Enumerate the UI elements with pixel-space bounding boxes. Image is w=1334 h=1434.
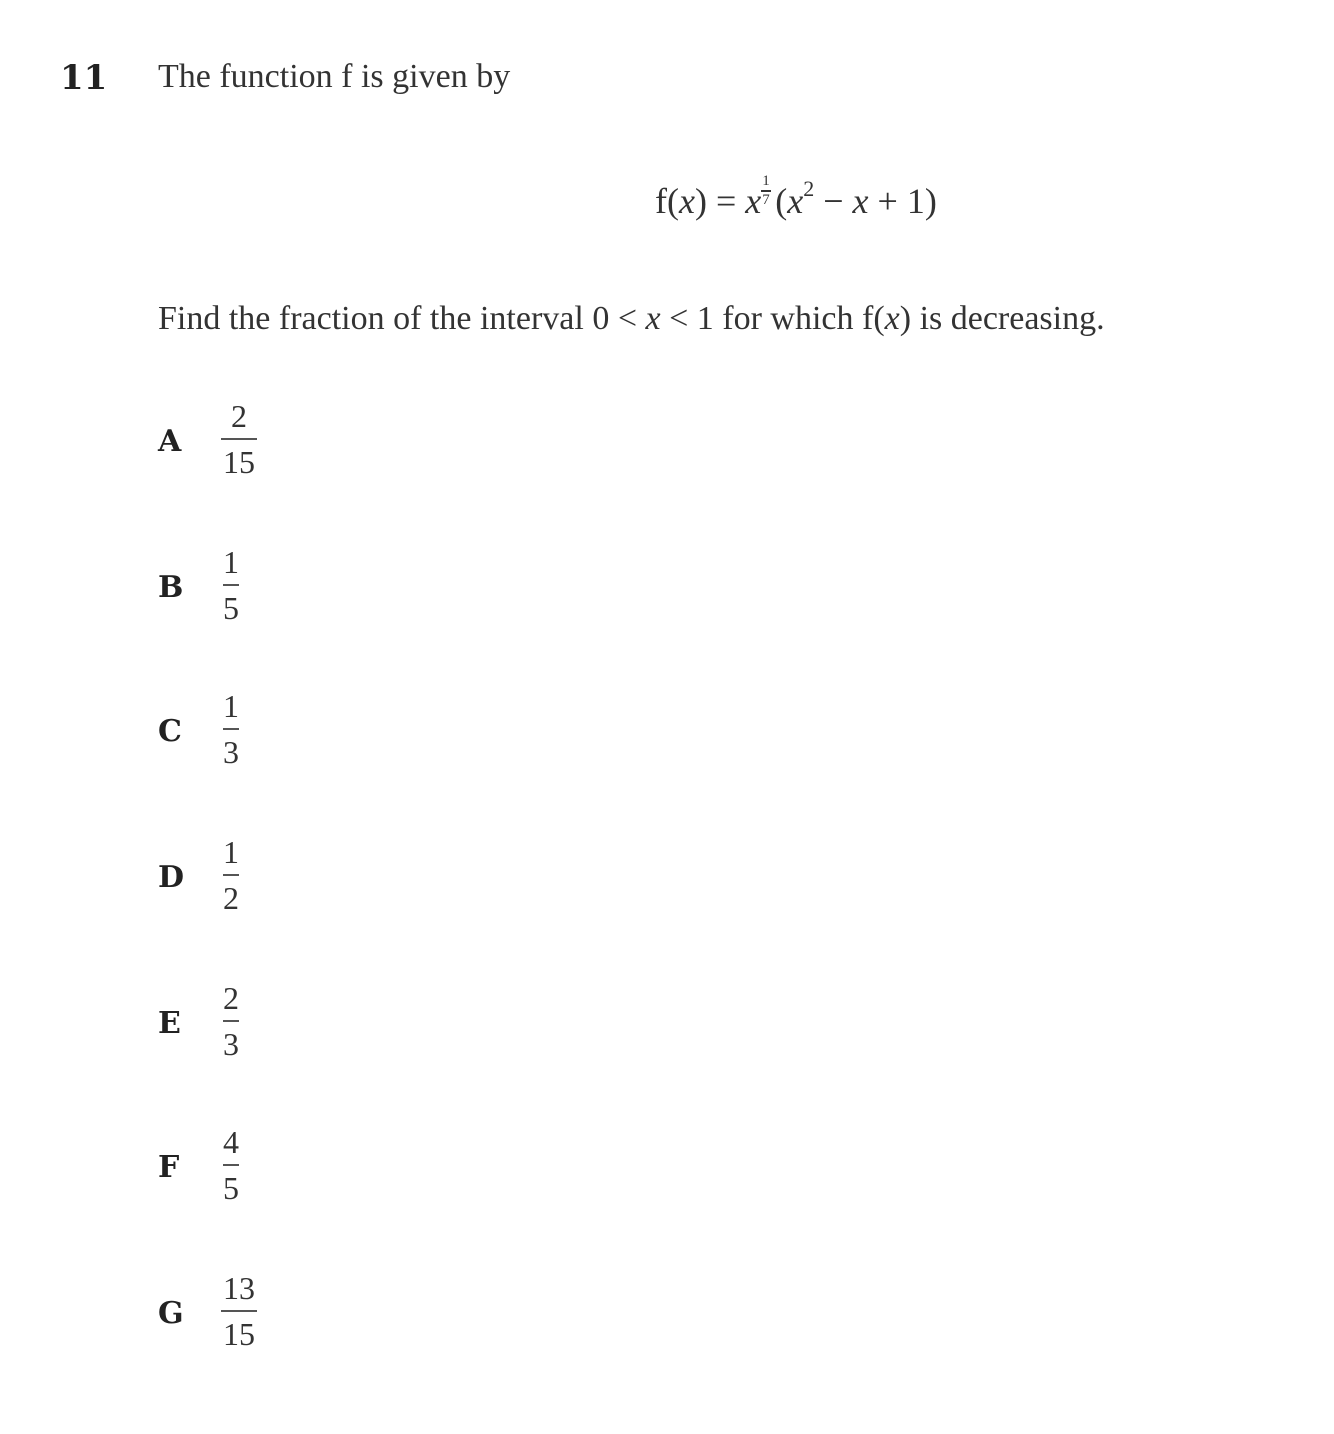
- option-letter: D: [158, 860, 185, 895]
- fraction-numerator: 1: [223, 834, 239, 870]
- fraction-numerator: 2: [231, 398, 247, 434]
- fraction-denominator: 5: [223, 1170, 239, 1206]
- fraction-numerator: 1: [223, 688, 239, 724]
- option-e[interactable]: [155, 980, 355, 1080]
- formula-var: x: [678, 181, 695, 221]
- fraction-numerator: 4: [223, 1124, 239, 1160]
- fraction-bar: [221, 438, 257, 440]
- fraction-denominator: 15: [223, 444, 255, 480]
- option-letter: G: [158, 1296, 184, 1331]
- prompt-part-c: ) is decreasing.: [899, 300, 1105, 337]
- formula-x-term: x: [852, 181, 869, 221]
- fraction-numerator: 1: [223, 544, 239, 580]
- formula-paren-open: (: [775, 181, 788, 221]
- formula-mid: ) =: [694, 181, 746, 221]
- option-letter: B: [158, 570, 184, 605]
- fraction-denominator: 3: [223, 1026, 239, 1062]
- prompt-part-b: < 1 for which f(: [660, 300, 885, 337]
- prompt-part-a: Find the fraction of the interval 0 <: [158, 300, 646, 337]
- formula-lhs: f(: [655, 181, 679, 221]
- prompt-var-2: x: [884, 300, 900, 337]
- fraction-bar: [221, 1310, 257, 1312]
- fraction-numerator: 13: [223, 1270, 255, 1306]
- formula-x-squared-base: x: [787, 181, 804, 221]
- formula-minus: −: [814, 181, 853, 221]
- formula-square: 2: [803, 176, 815, 201]
- option-b[interactable]: [155, 544, 355, 644]
- question-prompt: [158, 300, 1105, 338]
- function-formula: [655, 173, 937, 222]
- fraction-denominator: 3: [223, 734, 239, 770]
- question-number: 11: [60, 58, 108, 98]
- fraction-bar: [223, 1164, 239, 1166]
- fraction-bar: [223, 728, 239, 730]
- fraction-denominator: 5: [223, 590, 239, 626]
- question-intro: The function f is given by: [158, 58, 511, 95]
- fraction-denominator: 2: [223, 880, 239, 916]
- option-f[interactable]: [155, 1124, 355, 1224]
- option-d[interactable]: [155, 834, 355, 934]
- prompt-var-1: x: [645, 300, 661, 337]
- formula-exponent: [761, 174, 773, 210]
- fraction-bar: [223, 584, 239, 586]
- formula-rest: + 1): [868, 181, 937, 221]
- option-a[interactable]: [155, 398, 355, 498]
- option-letter: A: [158, 424, 182, 459]
- option-g[interactable]: [155, 1270, 355, 1370]
- fraction-bar: [223, 1020, 239, 1022]
- option-letter: F: [158, 1150, 180, 1185]
- exponent-denominator: 7: [762, 192, 770, 208]
- exponent-numerator: 1: [762, 173, 770, 189]
- option-c[interactable]: [155, 688, 355, 788]
- fraction-numerator: 2: [223, 980, 239, 1016]
- formula-base: x: [745, 181, 762, 221]
- option-letter: E: [158, 1006, 181, 1041]
- option-letter: C: [158, 714, 182, 749]
- fraction-denominator: 15: [223, 1316, 255, 1352]
- fraction-bar: [223, 874, 239, 876]
